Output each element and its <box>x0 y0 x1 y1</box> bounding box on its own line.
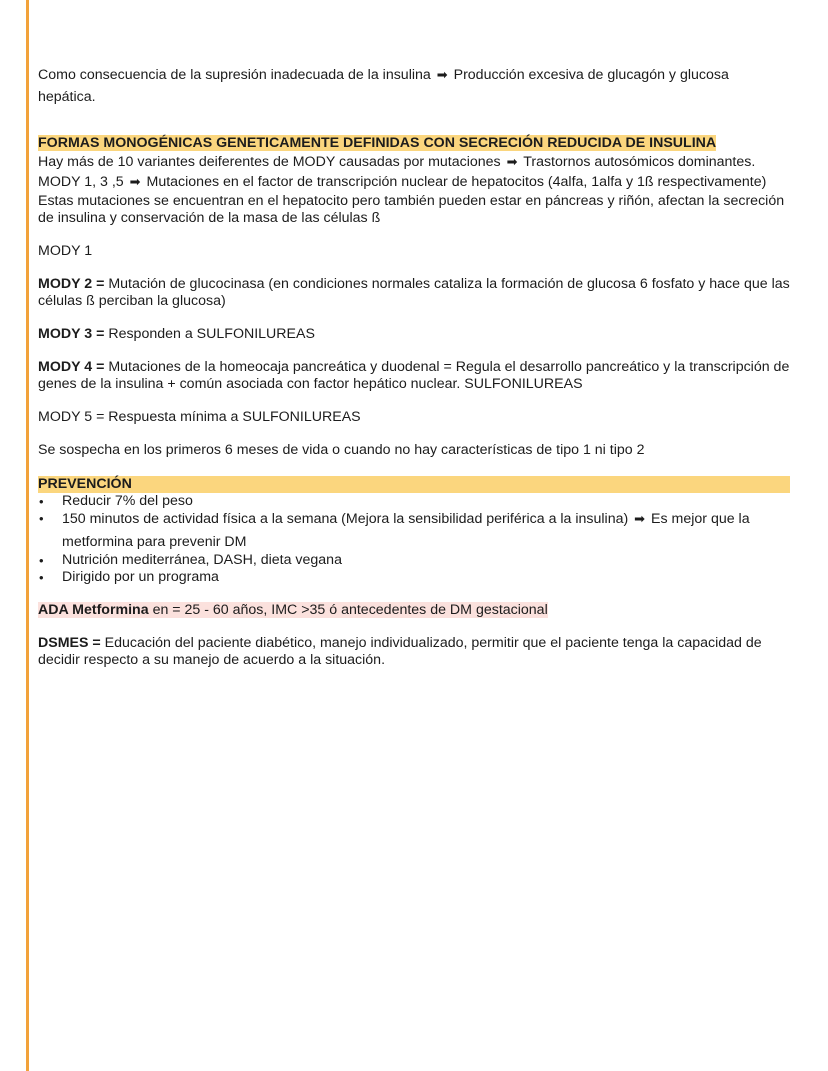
list-item <box>38 507 790 554</box>
dsmes-paragraph <box>38 635 790 669</box>
mody-2-text: Mutación de glucocinasa (en condiciones normales cataliza la formación de glucosa 6 fosfato y hace que las células ß perciban la glucosa) <box>38 276 790 309</box>
prevention-item-2-text: 150 minutos de actividad física a la semana (Mejora la sensibilidad periférica a la insulina) <box>62 511 629 527</box>
ada-label: ADA Metformina <box>38 602 149 618</box>
mody-4-text: Mutaciones de la homeocaja pancreática y duodenal = Regula el desarrollo pancreático y la transcripción de genes de la insulina + común asociada con factor hepático nuclear. SULFONILUREAS <box>38 359 790 392</box>
prevention-heading: PREVENCIÓN <box>38 476 790 493</box>
bullet-icon: • <box>39 511 44 526</box>
mody-variants-paragraph <box>38 151 790 173</box>
mody-heading: FORMAS MONOGÉNICAS GENETICAMENTE DEFINIDAS CON SECRECIÓN REDUCIDA DE INSULINA <box>38 135 717 151</box>
mody-135-label: MODY 1, 3 ,5 <box>38 174 124 190</box>
mody-135-paragraph <box>38 171 790 193</box>
prevention-item-2-result: Es mejor que la metformina para prevenir DM <box>62 511 750 550</box>
prevention-item-4: Dirigido por un programa <box>62 569 219 585</box>
prevention-item-3: Nutrición mediterránea, DASH, dieta vegana <box>62 552 342 568</box>
intro-paragraph <box>38 64 790 108</box>
mody-4-paragraph <box>38 359 790 393</box>
mody-4-label: MODY 4 = <box>38 359 105 375</box>
bullet-icon: • <box>39 494 44 509</box>
suspicion-line: Se sospecha en los primeros 6 meses de vida o cuando no hay características de tipo 1 ni tipo 2 <box>38 442 645 458</box>
arrow-right-icon: ➡ <box>129 174 141 189</box>
document-page <box>38 64 790 669</box>
prevention-item-1: Reducir 7% del peso <box>62 493 193 509</box>
mody-2-label: MODY 2 = <box>38 276 105 292</box>
intro-text-b: Producción excesiva de glucagón y glucosa hepática. <box>38 67 729 105</box>
mody-2-paragraph <box>38 276 790 310</box>
bullet-icon: • <box>39 553 44 568</box>
ada-metformin-line <box>38 602 790 619</box>
intro-text-a: Como consecuencia de la supresión inadecuada de la insulina <box>38 67 431 83</box>
mody-3-label: MODY 3 = <box>38 326 105 342</box>
arrow-right-icon: ➡ <box>436 67 448 82</box>
arrow-right-icon: ➡ <box>506 154 518 169</box>
dsmes-label: DSMES = <box>38 635 101 651</box>
margin-line <box>26 0 29 1071</box>
mody-mutations-paragraph: Estas mutaciones se encuentran en el hepatocito pero también pueden estar en páncreas y riñón, afectan la secreción de insulina y conservación de la masa de las células ß <box>38 193 785 226</box>
prevention-list <box>38 493 790 586</box>
mody-3-line <box>38 326 790 343</box>
mody-variants-text: Hay más de 10 variantes deiferentes de MODY causadas por mutaciones <box>38 154 501 170</box>
mody-135-text: Mutaciones en el factor de transcripción nuclear de hepatocitos (4alfa, 1alfa y 1ß respectivamente) <box>146 174 767 190</box>
mody-3-text: Responden a SULFONILUREAS <box>108 326 315 342</box>
mody-heading-line <box>38 135 790 152</box>
bullet-icon: • <box>39 570 44 585</box>
arrow-right-icon: ➡ <box>634 511 646 526</box>
mody-variants-result: Trastornos autosómicos dominantes. <box>523 154 756 170</box>
dsmes-text: Educación del paciente diabético, manejo individualizado, permitir que el paciente tenga la capacidad de decidir respecto a su manejo de acuerdo a la situación. <box>38 635 762 668</box>
list-item <box>38 552 790 569</box>
mody-5-line: MODY 5 = Respuesta mínima a SULFONILUREAS <box>38 409 361 425</box>
mody-1-line: MODY 1 <box>38 243 93 259</box>
list-item <box>38 569 790 586</box>
ada-text: en = 25 - 60 años, IMC >35 ó antecedentes de DM gestacional <box>152 602 548 618</box>
